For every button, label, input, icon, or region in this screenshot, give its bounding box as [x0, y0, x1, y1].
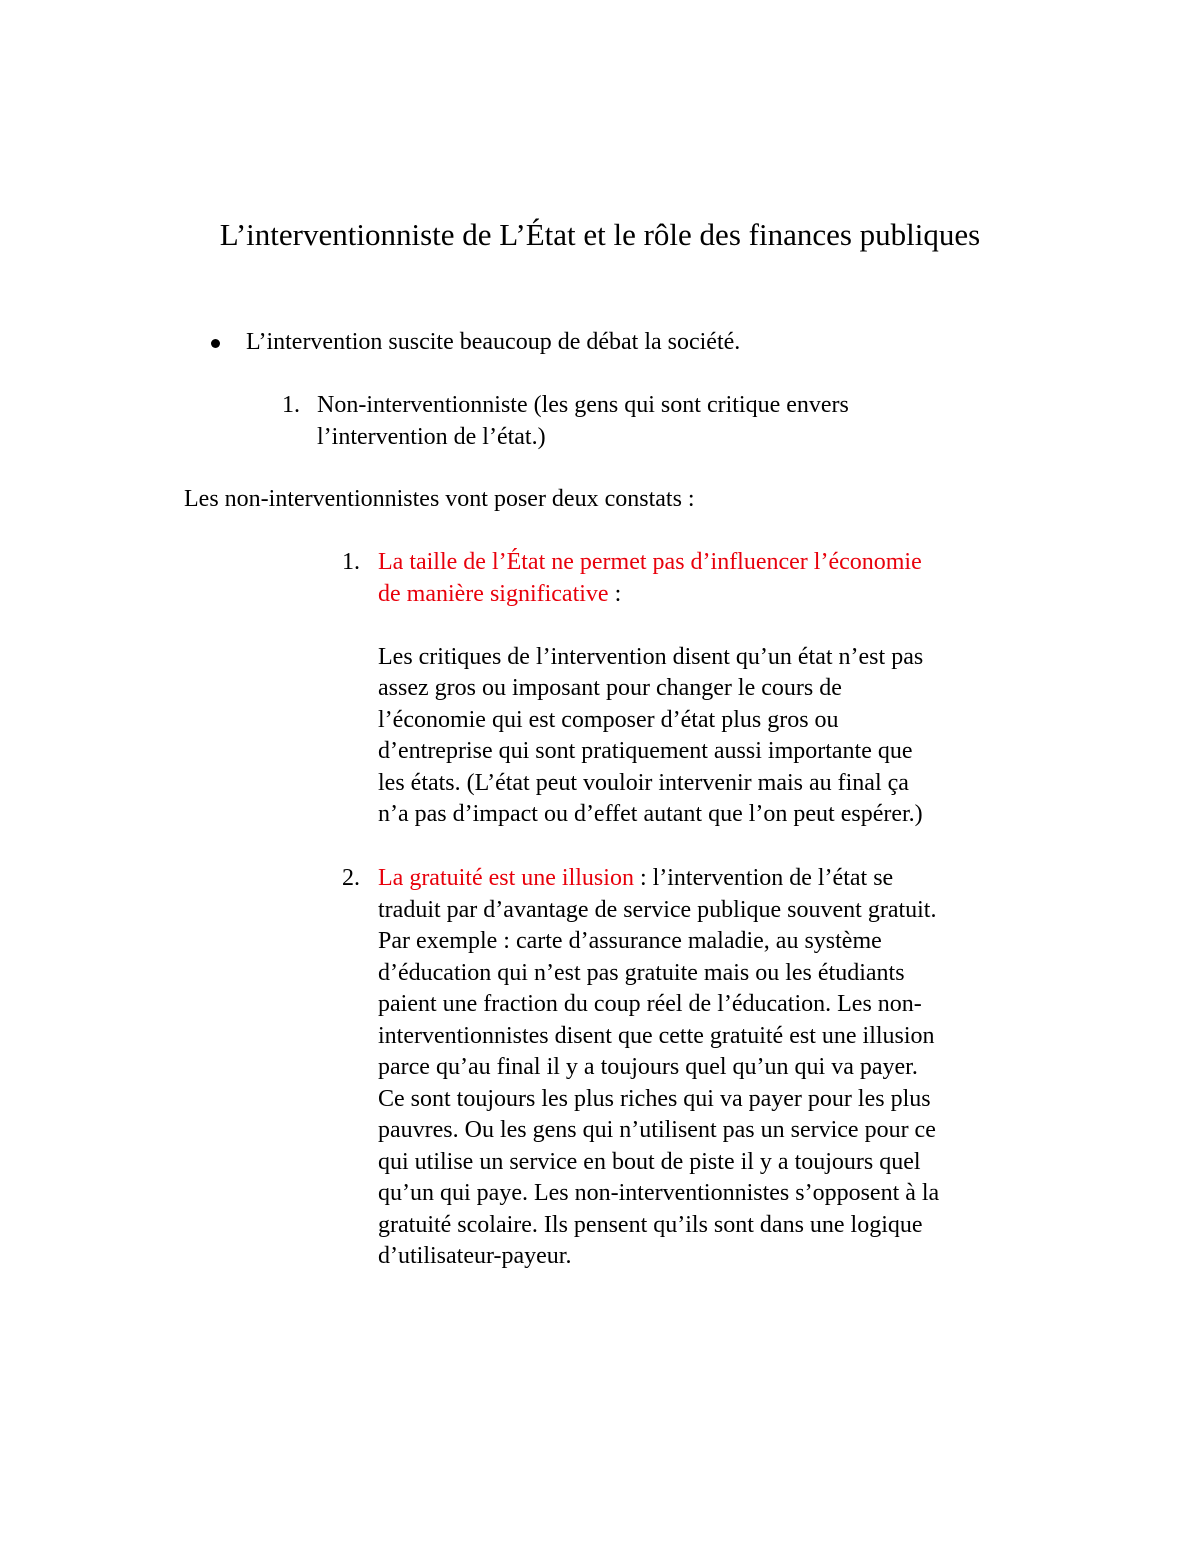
text-line: interventionnistes disent que cette gratuité est une illusion	[378, 1022, 935, 1049]
text-line: n’a pas d’impact ou d’effet autant que l’on peut espérer.)	[378, 801, 923, 827]
constat-1-heading-end: de manière significative	[378, 580, 609, 607]
intro-paragraph: Les non-interventionnistes vont poser deux constats :	[184, 486, 695, 512]
text-line: qu’un qui paye. Les non-interventionnistes s’opposent à la	[378, 1180, 940, 1206]
bullet-dot-icon	[211, 339, 220, 348]
text-line: traduit par d’avantage de service publique souvent gratuit.	[378, 896, 937, 923]
bullet-text: L’intervention suscite beaucoup de débat la société.	[246, 329, 741, 355]
list-number: 1.	[282, 392, 300, 418]
constat-2-heading: La gratuité est une illusion	[378, 865, 634, 891]
heading-colon: :	[608, 580, 622, 607]
text-line: d’entreprise qui sont pratiquement aussi importante que	[378, 738, 913, 764]
text-line: pauvres. Ou les gens qui n’utilisent pas un service pour ce	[378, 1117, 936, 1143]
list-number: 2.	[342, 865, 360, 891]
text-line: les états. (L’état peut vouloir intervenir mais au final ça	[378, 769, 909, 796]
text-line: parce qu’au final il y a toujours quel qu’un qui va payer.	[378, 1054, 918, 1080]
text-line: paient une fraction du coup réel de l’éducation. Les non-	[378, 991, 922, 1017]
text-line: d’utilisateur-payeur.	[378, 1243, 572, 1269]
constat-2-first-line	[378, 863, 939, 895]
constat-1-heading-line: La taille de l’État ne permet pas d’influencer l’économie	[378, 549, 922, 575]
constat-1-heading-line-2	[378, 579, 923, 611]
text-line: Ce sont toujours les plus riches qui va payer pour les plus	[378, 1085, 931, 1112]
text-line: l’économie qui est composer d’état plus gros ou	[378, 706, 839, 733]
text-line: d’éducation qui n’est pas gratuite mais ou les étudiants	[378, 959, 905, 986]
list-item-text	[317, 390, 849, 453]
text-line: Les critiques de l’intervention disent qu’un état n’est pas	[378, 643, 924, 670]
text-line: Par exemple : carte d’assurance maladie, au système	[378, 928, 882, 954]
constat-2-first-line-rest: : l’intervention de l’état se	[633, 865, 894, 891]
constat-2-text	[378, 863, 939, 1273]
text-line: Non-interventionniste (les gens qui sont critique envers	[317, 392, 849, 418]
text-line: qui utilise un service en bout de piste il y a toujours quel	[378, 1148, 921, 1175]
text-line: l’intervention de l’état.)	[317, 423, 546, 450]
page-title: L’interventionniste de L’État et le rôle des finances publiques	[219, 217, 981, 252]
text-line: gratuité scolaire. Ils pensent qu’ils sont dans une logique	[378, 1211, 923, 1238]
text-line: assez gros ou imposant pour changer le cours de	[378, 675, 842, 701]
list-number: 1.	[342, 549, 360, 575]
constat-1-text	[378, 547, 923, 831]
